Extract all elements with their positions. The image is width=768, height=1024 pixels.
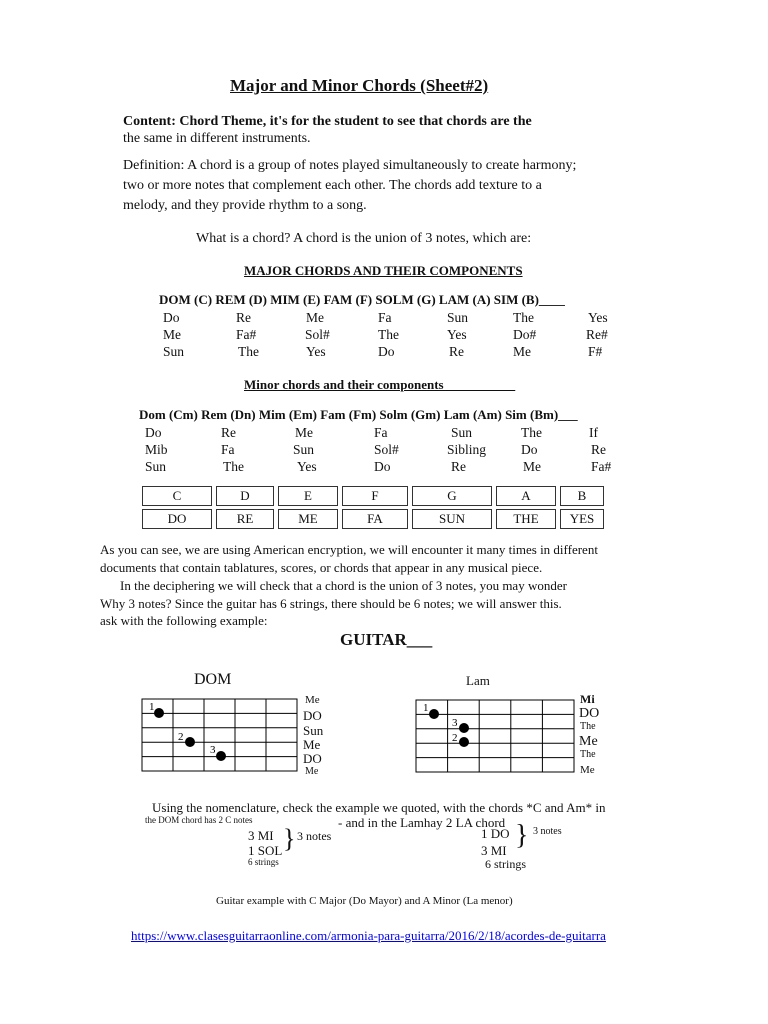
paragraph-line: ask with the following example: (100, 613, 268, 628)
solfege-cell: DO (142, 509, 212, 529)
letter-cell: D (216, 486, 274, 506)
guitar-heading: GUITAR___ (340, 630, 433, 649)
finger-dot (216, 751, 226, 761)
string-note: Me (305, 694, 320, 706)
letter-row (142, 486, 604, 506)
lam-chord-diagram (414, 697, 578, 777)
finger-number: 1 (423, 702, 429, 714)
solfege-cell: ME (278, 509, 338, 529)
left-count: 1 SOL (248, 843, 283, 858)
solfege-cell: FA (342, 509, 408, 529)
letter-cell: C (142, 486, 212, 506)
letter-cell: G (412, 486, 492, 506)
string-note: Sun (303, 723, 324, 738)
letter-cell: A (496, 486, 556, 506)
dom-diagram-label: DOM (194, 671, 232, 688)
solfege-cell: THE (496, 509, 556, 529)
major-header-row: DOM (C) REM (D) MIM (E) FAM (F) SOLM (G) LAM (A) SIM (B)____ (159, 292, 565, 307)
string-note: Me (305, 766, 319, 777)
paragraph-line: documents that contain tablatures, scores, or chords that appear in any musical piece. (100, 560, 543, 575)
note-equivalence-table (138, 483, 608, 532)
nomenclature-line: Using the nomenclature, check the example we quoted, with the chords *C and Am* in (152, 800, 606, 815)
paragraph-line: Why 3 notes? Since the guitar has 6 strings, there should be 6 notes; we will answer this. (100, 596, 562, 611)
string-note: Me (580, 764, 595, 776)
finger-number: 2 (178, 731, 184, 743)
left-count: 6 strings (248, 857, 279, 867)
right-count: 3 MI (481, 843, 507, 858)
finger-dot (459, 723, 469, 733)
chord-question: What is a chord? A chord is the union of 3 notes, which are: (196, 231, 532, 246)
left-count: 3 MI (248, 828, 274, 843)
definition-line: Definition: A chord is a group of notes played simultaneously to create harmony; (123, 158, 577, 173)
lam-note: - and in the Lamhay 2 LA chord (338, 815, 506, 830)
solfege-cell: SUN (412, 509, 492, 529)
right-total: 3 notes (533, 826, 562, 837)
definition-line: two or more notes that complement each other. The chords add texture to a (123, 178, 542, 193)
finger-number: 2 (452, 732, 458, 744)
page-title: Major and Minor Chords (Sheet#2) (230, 76, 489, 95)
solfege-cell: RE (216, 509, 274, 529)
finger-number: 3 (452, 717, 458, 729)
dom-note: the DOM chord has 2 C notes (145, 815, 253, 825)
finger-dot (185, 737, 195, 747)
left-total: 3 notes (297, 829, 332, 843)
right-count: 1 DO (481, 826, 510, 841)
string-note: Me (579, 734, 598, 749)
source-link[interactable]: https://www.clasesguitarraonline.com/armonia-para-guitarra/2016/2/18/acordes-de-guitarra (131, 928, 606, 943)
major-heading: MAJOR CHORDS AND THEIR COMPONENTS (244, 263, 523, 278)
finger-number: 1 (149, 701, 155, 713)
content-line-2: the same in different instruments. (123, 131, 311, 146)
letter-cell: B (560, 486, 604, 506)
definition-line: melody, and they provide rhythm to a song. (123, 198, 367, 213)
figure-caption: Guitar example with C Major (Do Mayor) and A Minor (La menor) (216, 895, 513, 907)
minor-heading: Minor chords and their components___________ (244, 377, 516, 392)
letter-cell: E (278, 486, 338, 506)
letter-cell: F (342, 486, 408, 506)
solfege-row (142, 509, 604, 529)
brace-icon: } (283, 824, 296, 853)
paragraph-line: In the deciphering we will check that a chord is the union of 3 notes, you may wonder (120, 578, 567, 593)
finger-dot (429, 709, 439, 719)
string-note: The (580, 721, 596, 732)
brace-icon: } (515, 820, 529, 851)
minor-header-row: Dom (Cm) Rem (Dn) Mim (Em) Fam (Fm) Solm (Gm) Lam (Am) Sim (Bm)___ (139, 407, 578, 422)
string-note: DO (303, 751, 322, 766)
lam-diagram-label: Lam (466, 673, 490, 688)
content-line: Content: Chord Theme, it's for the student to see that chords are the (123, 114, 532, 129)
string-note: Me (303, 737, 321, 752)
finger-dot (154, 708, 164, 718)
dom-chord-diagram (140, 696, 300, 776)
right-count: 6 strings (485, 857, 527, 871)
solfege-cell: YES (560, 509, 604, 529)
string-note: DO (579, 706, 600, 721)
finger-number: 3 (210, 744, 216, 756)
string-note: The (580, 749, 596, 760)
string-note: DO (303, 708, 322, 723)
string-note: Mi (580, 692, 595, 706)
paragraph-line: As you can see, we are using American encryption, we will encounter it many times in different (100, 542, 598, 557)
finger-dot (459, 737, 469, 747)
